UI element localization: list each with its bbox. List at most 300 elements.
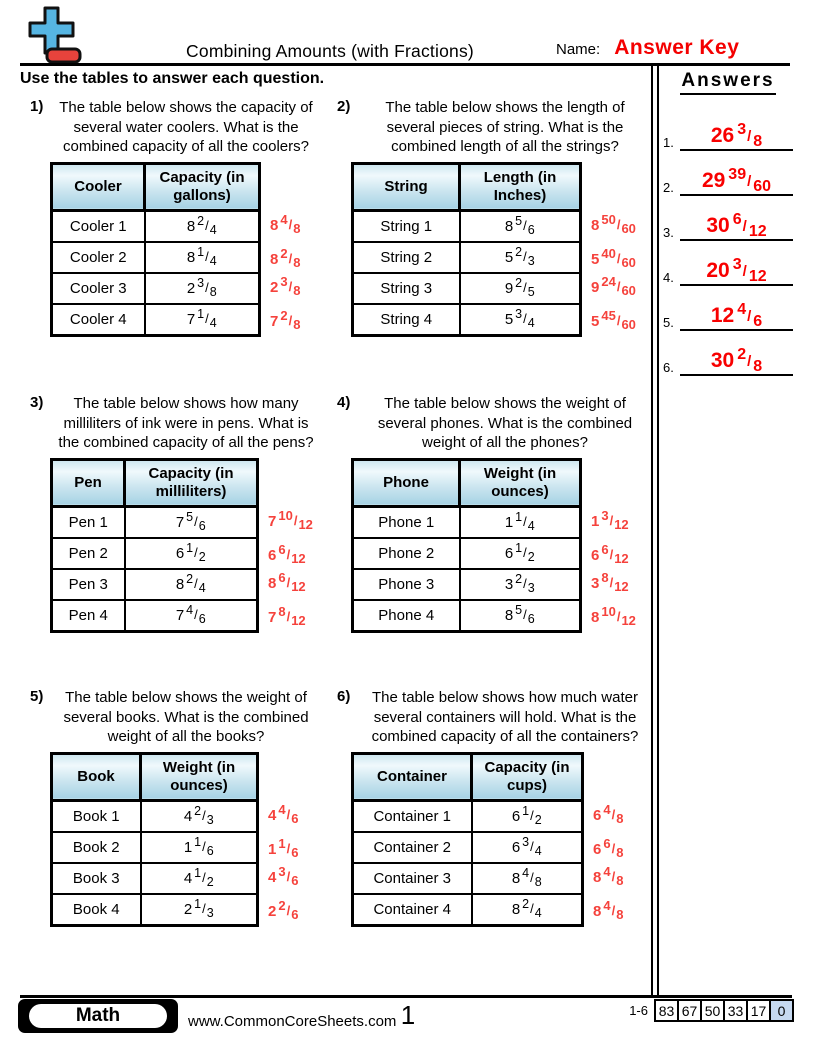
- fraction-w: 3: [504, 575, 514, 593]
- answer-item: [663, 287, 793, 331]
- fraction-d: 8: [293, 316, 301, 332]
- fraction-w: 7: [186, 310, 196, 328]
- fraction-w: 9: [504, 279, 514, 297]
- row-label: String 3: [353, 273, 460, 304]
- row-label: Container 1: [353, 800, 472, 832]
- data-table: [50, 752, 259, 927]
- fraction-w: 8: [175, 575, 185, 593]
- row-value-fraction: [125, 569, 258, 600]
- table-row: [52, 210, 260, 242]
- fraction-d: 12: [614, 550, 629, 566]
- fraction-s: /: [747, 128, 752, 145]
- fraction-w: 8: [186, 248, 196, 266]
- converted-fraction-annotation: [268, 862, 298, 893]
- fraction-s: /: [205, 310, 209, 326]
- fraction-w: 12: [710, 304, 735, 327]
- answer-line: [680, 211, 793, 241]
- row-label: Book 2: [52, 832, 141, 863]
- fraction-s: /: [293, 512, 298, 528]
- fraction-w: 6: [593, 806, 602, 824]
- row-value-fraction: [472, 800, 583, 832]
- row-value-fraction: [460, 600, 581, 632]
- problem-number: 4): [337, 394, 351, 411]
- fraction-d: 12: [298, 516, 313, 532]
- fraction-d: 12: [621, 612, 636, 628]
- table-header-item-column: Pen: [52, 459, 125, 506]
- data-table: [351, 162, 582, 337]
- row-value-fraction: [125, 506, 258, 538]
- fraction-s: /: [611, 868, 616, 884]
- fraction-s: /: [609, 512, 614, 528]
- fraction-d: 12: [291, 578, 306, 594]
- row-value-fraction: [141, 800, 258, 832]
- converted-fraction-annotation: [593, 862, 623, 893]
- fraction-n: 3: [197, 275, 205, 290]
- fraction-w: 30: [710, 349, 735, 372]
- fraction-d: 6: [753, 313, 763, 330]
- fraction-s: /: [530, 900, 534, 916]
- fraction-d: 8: [616, 810, 624, 826]
- fraction-s: /: [523, 513, 527, 529]
- fraction-n: 24: [601, 273, 616, 289]
- answer-number: 1.: [663, 135, 674, 150]
- answer-value: [706, 256, 767, 285]
- fraction-d: 3: [527, 253, 535, 268]
- problem-header: [327, 394, 653, 453]
- fraction-n: 4: [603, 863, 611, 879]
- fraction-w: 9: [591, 278, 600, 296]
- fraction-n: 8: [278, 603, 286, 619]
- annotations-column: [593, 752, 623, 925]
- row-label: Pen 2: [52, 538, 125, 569]
- row-label: Phone 3: [353, 569, 460, 600]
- fraction-w: 30: [706, 214, 730, 237]
- row-value-fraction: [141, 894, 258, 926]
- answer-value: [701, 166, 772, 195]
- fraction-w: 6: [511, 838, 521, 856]
- fraction-w: 8: [268, 574, 277, 592]
- table-row: [353, 304, 581, 336]
- row-label: Container 2: [353, 832, 472, 863]
- problem-question: The table below shows the weight of several books. What is the combined weight of all the books?: [63, 689, 309, 745]
- fraction-s: /: [194, 606, 198, 622]
- fraction-w: 8: [504, 606, 514, 624]
- fraction-s: /: [194, 544, 198, 560]
- problem-header: [20, 98, 322, 157]
- fraction-n: 2: [515, 571, 523, 586]
- name-block: [556, 36, 739, 60]
- problem-number: 1): [30, 98, 44, 115]
- row-label: Book 3: [52, 863, 141, 894]
- table-header-value-column: Weight (in ounces): [460, 459, 581, 506]
- converted-fraction-annotation: [593, 834, 623, 865]
- row-value-fraction: [460, 569, 581, 600]
- fraction-d: 2: [198, 549, 206, 564]
- converted-fraction-annotation: [591, 306, 636, 337]
- fraction-n: 3: [732, 256, 742, 273]
- fraction-w: 2: [186, 279, 196, 297]
- table-row: [353, 506, 581, 538]
- annotations-column: [591, 458, 636, 631]
- table-header-row: [353, 753, 583, 800]
- problem-question: The table below shows how much water several containers will hold. What is the combined capacity of all the containers?: [371, 689, 639, 745]
- fraction-w: 5: [591, 250, 600, 268]
- fraction-s: /: [616, 250, 621, 266]
- fraction-n: 2: [522, 896, 530, 911]
- fraction-s: /: [286, 574, 291, 590]
- fraction-n: 1: [515, 509, 523, 524]
- table-wrapper: [351, 162, 653, 337]
- table-row: [52, 832, 258, 863]
- answer-number: 4.: [663, 270, 674, 285]
- fraction-w: 6: [175, 544, 185, 562]
- row-label: Phone 2: [353, 538, 460, 569]
- fraction-s: /: [616, 278, 621, 294]
- score-cell: 67: [677, 999, 702, 1022]
- table-row: [52, 304, 260, 336]
- fraction-n: 1: [186, 540, 194, 555]
- fraction-s: /: [611, 840, 616, 856]
- problem-header: [20, 688, 322, 747]
- table-header-row: [52, 163, 260, 210]
- fraction-d: 8: [293, 220, 301, 236]
- fraction-n: 3: [280, 273, 288, 289]
- fraction-w: 8: [593, 902, 602, 920]
- fraction-d: 2: [534, 812, 542, 827]
- fraction-s: /: [286, 840, 291, 856]
- fraction-s: /: [202, 838, 206, 854]
- score-cell: 83: [654, 999, 679, 1022]
- problem-question: The table below shows how many milliliters of ink were in pens. What is the combined capacity of all the pens?: [58, 395, 314, 451]
- fraction-d: 8: [616, 844, 624, 860]
- fraction-d: 8: [753, 358, 763, 375]
- fraction-s: /: [194, 513, 198, 529]
- row-label: Book 1: [52, 800, 141, 832]
- answers-list: [663, 107, 793, 376]
- fraction-s: /: [747, 308, 752, 325]
- answer-line: [680, 166, 793, 196]
- problem-slot-6: [327, 688, 653, 927]
- row-value-fraction: [460, 506, 581, 538]
- score-table: [656, 999, 794, 1022]
- fraction-d: 6: [206, 843, 214, 858]
- problem-header: [327, 98, 653, 157]
- answer-value: [710, 346, 763, 375]
- table-row: [52, 863, 258, 894]
- row-value-fraction: [460, 538, 581, 569]
- fraction-n: 4: [737, 301, 747, 318]
- converted-fraction-annotation: [591, 210, 636, 241]
- fraction-n: 4: [278, 801, 286, 817]
- score-cell: 50: [700, 999, 725, 1022]
- fraction-w: 8: [591, 216, 600, 234]
- row-value-fraction: [460, 273, 581, 304]
- table-row: [353, 273, 581, 304]
- row-value-fraction: [472, 863, 583, 894]
- fraction-s: /: [609, 546, 614, 562]
- table-header-item-column: Phone: [353, 459, 460, 506]
- answer-number: 6.: [663, 360, 674, 375]
- fraction-w: 1: [183, 838, 193, 856]
- fraction-d: 4: [209, 222, 217, 237]
- fraction-d: 8: [534, 874, 542, 889]
- fraction-s: /: [286, 868, 291, 884]
- problem-slot-5: [20, 688, 322, 927]
- row-value-fraction: [460, 210, 581, 242]
- table-wrapper: [50, 752, 322, 927]
- converted-fraction-annotation: [270, 244, 300, 275]
- problem-slot-4: [327, 394, 653, 633]
- table-row: [52, 894, 258, 926]
- fraction-n: 1: [194, 865, 202, 880]
- table-header-item-column: Book: [52, 753, 141, 800]
- row-label: Container 3: [353, 863, 472, 894]
- table-row: [353, 538, 581, 569]
- fraction-n: 3: [522, 834, 530, 849]
- fraction-w: 8: [504, 217, 514, 235]
- fraction-n: 2: [186, 571, 194, 586]
- fraction-d: 6: [291, 810, 299, 826]
- converted-fraction-annotation: [268, 506, 313, 537]
- problem-number: 3): [30, 394, 44, 411]
- fraction-w: 7: [268, 512, 277, 530]
- table-row: [353, 832, 583, 863]
- fraction-n: 1: [515, 540, 523, 555]
- fraction-n: 10: [601, 603, 616, 619]
- table-row: [52, 506, 258, 538]
- fraction-d: 8: [209, 284, 217, 299]
- answer-item: [663, 197, 793, 241]
- fraction-d: 5: [527, 284, 535, 299]
- fraction-s: /: [288, 216, 293, 232]
- fraction-s: /: [742, 218, 747, 235]
- score-cell: 17: [746, 999, 771, 1022]
- row-label: Phone 4: [353, 600, 460, 632]
- fraction-s: /: [747, 353, 752, 370]
- problem-slot-2: [327, 98, 653, 337]
- converted-fraction-annotation: [268, 800, 298, 831]
- converted-fraction-annotation: [268, 568, 313, 599]
- fraction-n: 4: [522, 865, 530, 880]
- answer-number: 5.: [663, 315, 674, 330]
- fraction-d: 4: [209, 315, 217, 330]
- table-header-value-column: Weight (in ounces): [141, 753, 258, 800]
- answers-panel: [663, 70, 793, 377]
- row-value-fraction: [125, 538, 258, 569]
- table-header-item-column: String: [353, 163, 460, 210]
- converted-fraction-annotation: [270, 306, 300, 337]
- converted-fraction-annotation: [591, 540, 636, 571]
- fraction-n: 6: [278, 569, 286, 585]
- fraction-s: /: [523, 544, 527, 560]
- data-table: [50, 162, 261, 337]
- fraction-w: 6: [593, 840, 602, 858]
- fraction-w: 3: [591, 574, 600, 592]
- fraction-s: /: [742, 263, 747, 280]
- table-wrapper: [50, 458, 322, 633]
- fraction-n: 5: [515, 602, 523, 617]
- fraction-w: 2: [268, 902, 277, 920]
- fraction-s: /: [202, 900, 206, 916]
- answer-number: 2.: [663, 180, 674, 195]
- fraction-n: 2: [515, 275, 523, 290]
- fraction-n: 6: [278, 541, 286, 557]
- fraction-w: 6: [504, 544, 514, 562]
- row-label: Cooler 2: [52, 242, 145, 273]
- instructions-text: Use the tables to answer each question.: [20, 70, 325, 87]
- fraction-s: /: [523, 310, 527, 326]
- fraction-d: 60: [753, 178, 772, 195]
- fraction-s: /: [202, 807, 206, 823]
- table-row: [52, 538, 258, 569]
- row-label: Phone 1: [353, 506, 460, 538]
- row-value-fraction: [460, 304, 581, 336]
- row-value-fraction: [141, 863, 258, 894]
- fraction-n: 6: [603, 835, 611, 851]
- row-value-fraction: [125, 600, 258, 632]
- fraction-d: 12: [614, 578, 629, 594]
- fraction-n: 3: [601, 507, 609, 523]
- fraction-d: 4: [527, 315, 535, 330]
- fraction-n: 1: [194, 834, 202, 849]
- annotations-column: [268, 752, 298, 925]
- row-value-fraction: [141, 832, 258, 863]
- fraction-w: 1: [268, 840, 277, 858]
- fraction-n: 6: [601, 541, 609, 557]
- fraction-n: 1: [194, 896, 202, 911]
- fraction-n: 45: [601, 307, 616, 323]
- problem-number: 2): [337, 98, 351, 115]
- row-label: Pen 4: [52, 600, 125, 632]
- fraction-w: 4: [183, 869, 193, 887]
- row-label: Pen 3: [52, 569, 125, 600]
- fraction-s: /: [286, 546, 291, 562]
- row-value-fraction: [145, 210, 260, 242]
- answer-number: 3.: [663, 225, 674, 240]
- fraction-d: 6: [291, 844, 299, 860]
- fraction-s: /: [523, 575, 527, 591]
- fraction-d: 3: [206, 905, 214, 920]
- data-table: [351, 458, 582, 633]
- fraction-n: 2: [280, 245, 288, 261]
- table-row: [353, 210, 581, 242]
- fraction-n: 39: [728, 166, 747, 183]
- fraction-w: 7: [270, 312, 279, 330]
- problem-slot-1: [20, 98, 322, 337]
- fraction-d: 2: [206, 874, 214, 889]
- fraction-n: 1: [522, 803, 530, 818]
- fraction-d: 4: [209, 253, 217, 268]
- fraction-s: /: [611, 806, 616, 822]
- problem: [20, 688, 322, 927]
- problem-slot-3: [20, 394, 322, 633]
- problem: [20, 98, 322, 337]
- footer-divider-rule: [20, 995, 792, 998]
- table-wrapper: [50, 162, 322, 337]
- problem-question: The table below shows the weight of several phones. What is the combined weight of all the phones?: [377, 395, 633, 451]
- fraction-n: 3: [515, 306, 523, 321]
- fraction-n: 1: [278, 835, 286, 851]
- math-subject-badge: [18, 999, 178, 1033]
- fraction-w: 7: [175, 513, 185, 531]
- row-label: String 2: [353, 242, 460, 273]
- fraction-n: 40: [601, 245, 616, 261]
- answer-item: [663, 242, 793, 286]
- data-table: [351, 752, 584, 927]
- fraction-d: 3: [206, 812, 214, 827]
- table-wrapper: [351, 752, 653, 927]
- fraction-d: 6: [527, 611, 535, 626]
- table-wrapper: [351, 458, 653, 633]
- converted-fraction-annotation: [268, 602, 313, 633]
- fraction-d: 6: [291, 872, 299, 888]
- problem-question: The table below shows the length of several pieces of string. What is the combined length of all the strings?: [385, 99, 625, 155]
- fraction-d: 6: [198, 518, 206, 533]
- fraction-s: /: [194, 575, 198, 591]
- fraction-s: /: [202, 869, 206, 885]
- fraction-d: 8: [616, 872, 624, 888]
- answers-heading: Answers: [680, 70, 776, 95]
- table-row: [353, 800, 583, 832]
- converted-fraction-annotation: [591, 244, 636, 275]
- name-label: Name:: [556, 41, 601, 58]
- fraction-s: /: [747, 173, 752, 190]
- fraction-d: 8: [293, 282, 301, 298]
- fraction-d: 12: [748, 268, 767, 285]
- fraction-w: 8: [511, 869, 521, 887]
- fraction-n: 50: [601, 211, 616, 227]
- row-label: String 4: [353, 304, 460, 336]
- fraction-n: 4: [603, 897, 611, 913]
- fraction-n: 2: [737, 346, 747, 363]
- fraction-d: 4: [534, 843, 542, 858]
- converted-fraction-annotation: [268, 834, 298, 865]
- annotations-column: [270, 162, 300, 335]
- converted-fraction-annotation: [591, 568, 636, 599]
- fraction-n: 3: [737, 121, 747, 138]
- fraction-s: /: [530, 807, 534, 823]
- data-table: [50, 458, 259, 633]
- table-row: [52, 273, 260, 304]
- problem: [327, 98, 653, 337]
- answer-item: [663, 332, 793, 376]
- table-row: [52, 569, 258, 600]
- problem: [327, 688, 653, 927]
- fraction-s: /: [616, 608, 621, 624]
- table-row: [353, 242, 581, 273]
- fraction-s: /: [288, 312, 293, 328]
- answer-line: [680, 301, 793, 331]
- answer-line: [680, 121, 793, 151]
- fraction-w: 8: [593, 868, 602, 886]
- problem-question: The table below shows the capacity of several water coolers. What is the combined capacity of all the coolers?: [59, 99, 313, 155]
- fraction-s: /: [530, 838, 534, 854]
- table-header-value-column: Capacity (in milliliters): [125, 459, 258, 506]
- answer-value: [710, 301, 763, 330]
- fraction-d: 6: [291, 906, 299, 922]
- table-row: [353, 600, 581, 632]
- table-header-row: [353, 459, 581, 506]
- fraction-w: 1: [591, 512, 600, 530]
- fraction-s: /: [523, 217, 527, 233]
- converted-fraction-annotation: [591, 272, 636, 303]
- table-row: [52, 800, 258, 832]
- fraction-d: 2: [527, 549, 535, 564]
- problem-number: 6): [337, 688, 351, 705]
- fraction-w: 2: [183, 900, 193, 918]
- annotations-column: [591, 162, 636, 335]
- answer-line: [680, 256, 793, 286]
